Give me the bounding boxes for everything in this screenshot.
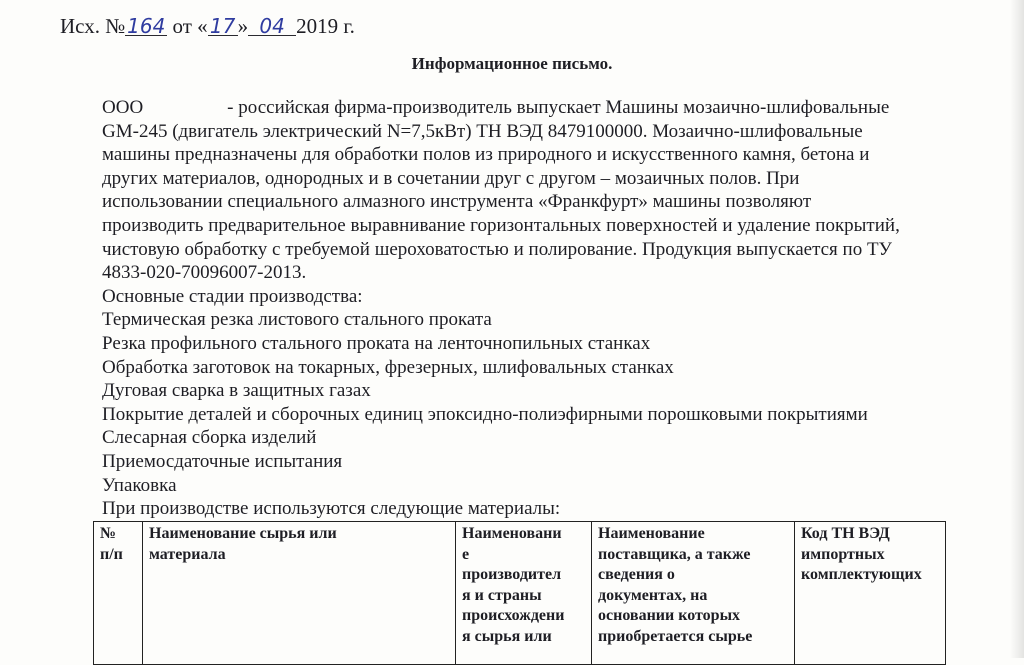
handwritten-day: 17 [208, 17, 238, 36]
outgoing-number-line [60, 14, 355, 39]
stage-item: Резка профильного стального проката на ленточнопильных станках [102, 332, 651, 354]
header-text: № п/п [100, 525, 123, 563]
handwritten-number: 164 [127, 14, 166, 38]
header-text: Наименование сырья или материала [149, 525, 337, 563]
paragraph-line-1 [102, 96, 982, 120]
company-prefix: ООО [102, 97, 144, 118]
header-text: Наименовани е производител я и страны происхождени я сырья или [462, 525, 565, 645]
stage-item: Приемосдаточные испытания [102, 450, 343, 472]
paragraph-line: - российская фирма-производитель выпускает Машины мозаично-шлифовальные [227, 97, 890, 118]
header-cell-number [94, 522, 143, 665]
paragraph-line: машины предназначены для обработки полов из природного и искусственного камня, бетона и [102, 144, 870, 166]
stage-item: Термическая резка листового стального проката [102, 309, 492, 331]
materials-heading: При производстве используются следующие материалы: [102, 498, 561, 520]
letter-title: Информационное письмо. [411, 54, 613, 73]
header-cell-manufacturer [456, 522, 592, 665]
stage-item: Обработка заготовок на токарных, фрезерных, шлифовальных станках [102, 356, 674, 378]
paragraph-line: использовании специального алмазного инструмента «Франкфурт» машины позволяют [102, 191, 812, 213]
from-label: от « [172, 14, 208, 38]
paragraph-line: GM-245 (двигатель электрический N=7,5кВт) ТН ВЭД 8479100000. Мозаично-шлифовальные [102, 120, 863, 142]
paragraph-line: производить предварительное выравнивание горизонтальных поверхностей и удаление покрытий, [102, 214, 900, 236]
materials-table [93, 521, 946, 665]
quote-close: » [237, 14, 249, 38]
stage-item: Дуговая сварка в защитных газах [102, 380, 371, 402]
stage-item: Слесарная сборка изделий [102, 427, 317, 449]
header-text: Наименование поставщика, а также сведения о документах, на основании которых приобретается сырье [598, 525, 753, 645]
letter-body [102, 96, 982, 521]
table-header-row [94, 522, 946, 665]
header-cell-tnved-code [795, 522, 946, 665]
handwritten-month: 04 [248, 17, 296, 36]
paragraph-line: других материалов, однородных и в сочетании друг с другом – мозаичных полов. При [102, 167, 800, 189]
header-cell-supplier [592, 522, 795, 665]
outgoing-prefix: Исх. № [60, 14, 126, 38]
year-label: 2019 г. [296, 14, 355, 38]
header-cell-material [143, 522, 456, 665]
stage-item: Покрытие деталей и сборочных единиц эпоксидно-полиэфирными порошковыми покрытиями [102, 403, 868, 425]
stage-item: Упаковка [102, 474, 177, 496]
stages-list [102, 308, 982, 497]
paragraph-line: 4833-020-70096007-2013. [102, 262, 307, 284]
header-text: Код ТН ВЭД импортных комплектующих [801, 525, 922, 583]
page-edge-shadow [1010, 0, 1024, 658]
paragraph-line: чистовую обработку с требуемой шероховатостью и полирование. Продукция выпускается по ТУ [102, 238, 893, 260]
stages-heading: Основные стадии производства: [102, 285, 363, 307]
